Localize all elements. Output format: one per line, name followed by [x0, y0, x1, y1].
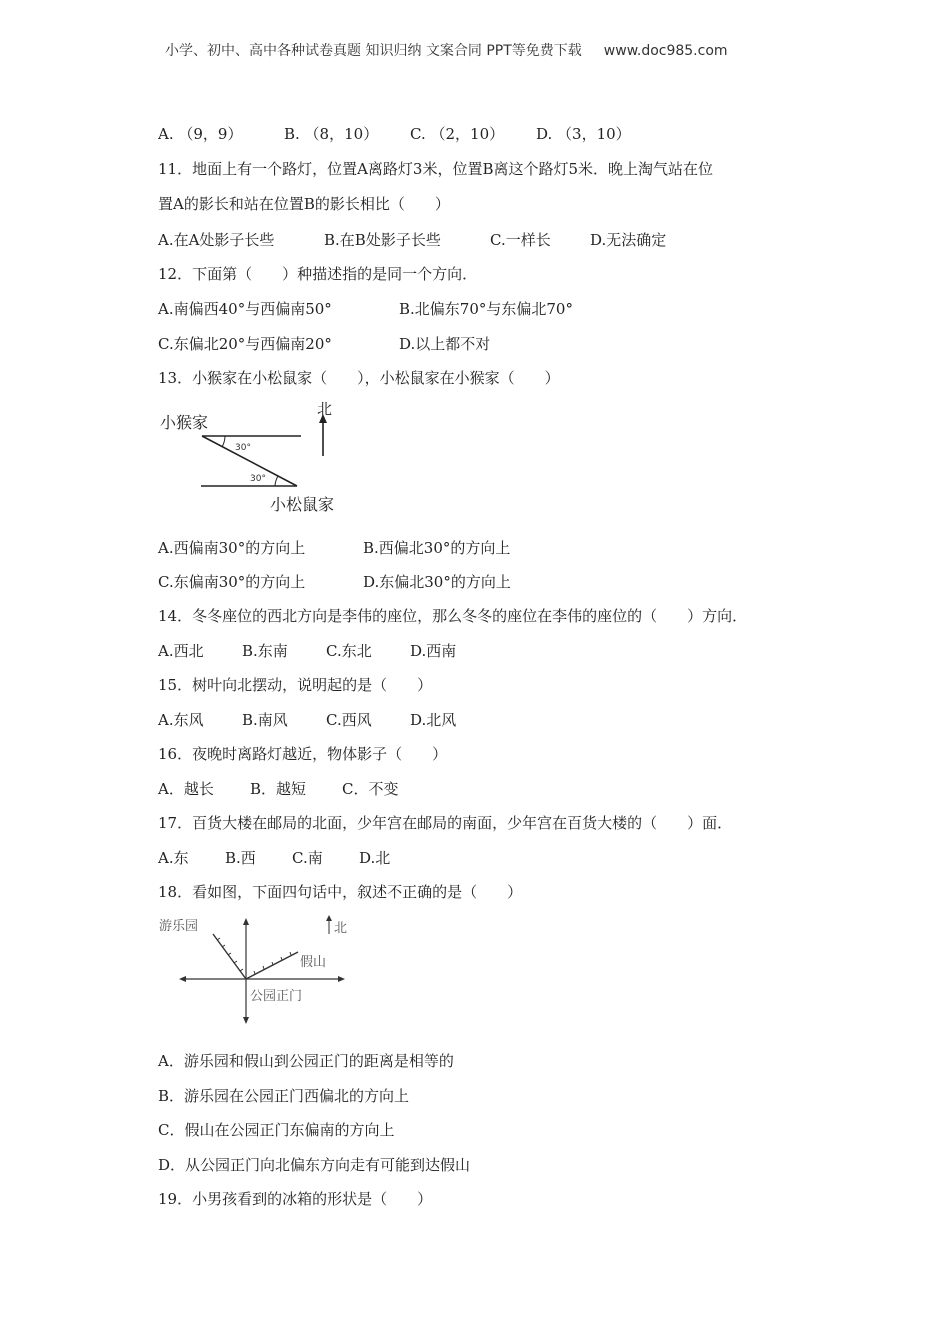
- q18-gate-label: 公园正门: [250, 989, 303, 1004]
- q15-option-a[interactable]: A.东风: [158, 711, 204, 729]
- q13-option-a[interactable]: A.西偏南30°的方向上: [158, 539, 306, 557]
- q12-option-d[interactable]: D.以上都不对: [399, 335, 491, 353]
- q11-option-b[interactable]: B.在B处影子长些: [324, 231, 441, 249]
- q10-option-a[interactable]: A. （9，9）: [158, 125, 243, 143]
- q18-park-label: 游乐园: [159, 919, 199, 934]
- q18-hill-line-ticks: [254, 952, 291, 974]
- page-header: [165, 40, 728, 60]
- q10-options: [158, 124, 631, 144]
- q16-option-a[interactable]: A．越长: [158, 780, 214, 798]
- q15-option-d[interactable]: D.北风: [410, 711, 457, 729]
- q17-options: [158, 848, 390, 868]
- q13-option-c[interactable]: C.东偏南30°的方向上: [158, 573, 306, 591]
- q10-option-c[interactable]: C. （2，10）: [410, 125, 505, 143]
- q18-south-arrowhead-icon: [243, 1017, 249, 1024]
- q18-option-a[interactable]: A．游乐园和假山到公园正门的距离是相等的: [158, 1052, 454, 1070]
- q13-options-row1: [158, 538, 510, 558]
- q13-options-row2: [158, 572, 511, 592]
- q18-east-arrowhead-icon: [338, 976, 345, 982]
- q10-option-d[interactable]: D. （3，10）: [536, 125, 631, 143]
- q17-option-b[interactable]: B.西: [225, 849, 256, 867]
- q17-option-d[interactable]: D.北: [359, 849, 391, 867]
- q11-stem-line2: 置A的影长和站在位置B的影长相比（ ）: [158, 195, 450, 213]
- q18-option-c[interactable]: C．假山在公园正门东偏南的方向上: [158, 1121, 395, 1139]
- q13-option-d[interactable]: D.东偏北30°的方向上: [363, 573, 511, 591]
- q14-option-a[interactable]: A.西北: [158, 642, 204, 660]
- q11-stem-line1: 11．地面上有一个路灯，位置A离路灯3米，位置B离这个路灯5米．晚上淘气站在位: [158, 160, 714, 178]
- q13-direction-figure: [155, 398, 355, 520]
- q18-north-arrowhead-icon: [326, 915, 332, 921]
- q12-options-row2: [158, 334, 490, 354]
- q13-angle-label-bottom: 30°: [250, 474, 266, 484]
- q13-stem: 13．小猴家在小松鼠家（ ），小松鼠家在小猴家（ ）: [158, 369, 560, 387]
- q17-option-a[interactable]: A.东: [158, 849, 189, 867]
- q18-axis-north-arrowhead-icon: [243, 918, 249, 925]
- q18-park-map-figure: [155, 910, 355, 1030]
- q11-option-c[interactable]: C.一样长: [490, 231, 551, 249]
- q12-option-b[interactable]: B.北偏东70°与东偏北70°: [399, 300, 573, 318]
- q14-stem: 14．冬冬座位的西北方向是李伟的座位，那么冬冬的座位在李伟的座位的（ ）方向．: [158, 607, 748, 625]
- q18-option-d[interactable]: D．从公园正门向北偏东方向走有可能到达假山: [158, 1156, 471, 1174]
- q18-north-label: 北: [334, 921, 348, 936]
- q17-option-c[interactable]: C.南: [292, 849, 323, 867]
- q12-stem: 12．下面第（ ）种描述指的是同一个方向．: [158, 265, 478, 283]
- q18-park-line-ticks: [217, 938, 243, 971]
- q15-stem: 15．树叶向北摆动，说明起的是（ ）: [158, 676, 433, 694]
- q16-options: [158, 779, 398, 799]
- q18-west-arrowhead-icon: [179, 976, 186, 982]
- q14-option-d[interactable]: D.西南: [410, 642, 457, 660]
- q10-option-b[interactable]: B. （8，10）: [284, 125, 379, 143]
- q12-option-c[interactable]: C.东偏北20°与西偏南20°: [158, 335, 332, 353]
- q15-option-c[interactable]: C.西风: [326, 711, 372, 729]
- q15-option-b[interactable]: B.南风: [242, 711, 288, 729]
- q12-options-row1: [158, 299, 573, 319]
- q12-option-a[interactable]: A.南偏西40°与西偏南50°: [158, 300, 332, 318]
- q16-stem: 16．夜晚时离路灯越近，物体影子（ ）: [158, 745, 448, 763]
- q18-park-direction-line: [213, 934, 246, 979]
- q18-hill-direction-line: [246, 952, 298, 979]
- q13-option-b[interactable]: B.西偏北30°的方向上: [363, 539, 511, 557]
- q13-north-label: 北: [317, 400, 333, 418]
- q19-stem: 19．小男孩看到的冰箱的形状是（ ）: [158, 1190, 433, 1208]
- q14-options: [158, 641, 456, 661]
- header-text: 小学、初中、高中各种试卷真题 知识归纳 文案合同 PPT等免费下载: [165, 43, 582, 59]
- q13-monkey-home-label: 小猴家: [160, 413, 209, 432]
- q13-angle-label-top: 30°: [235, 443, 251, 453]
- q11-options: [158, 230, 666, 250]
- q11-option-d[interactable]: D.无法确定: [590, 231, 667, 249]
- q14-option-c[interactable]: C.东北: [326, 642, 372, 660]
- q17-stem: 17．百货大楼在邮局的北面，少年宫在邮局的南面，少年宫在百货大楼的（ ）面．: [158, 814, 733, 832]
- q16-option-c[interactable]: C．不变: [342, 780, 399, 798]
- q11-option-a[interactable]: A.在A处影子长些: [158, 231, 275, 249]
- q15-options: [158, 710, 456, 730]
- q18-stem: 18．看如图，下面四句话中，叙述不正确的是（ ）: [158, 883, 523, 901]
- header-url[interactable]: www.doc985.com: [603, 43, 728, 59]
- q14-option-b[interactable]: B.东南: [242, 642, 288, 660]
- q16-option-b[interactable]: B．越短: [250, 780, 307, 798]
- q13-angle-arc-top: [222, 436, 225, 447]
- q13-squirrel-home-label: 小松鼠家: [270, 495, 335, 514]
- q13-angle-arc-bottom: [275, 476, 278, 486]
- q18-hill-label: 假山: [300, 955, 327, 970]
- q18-option-b[interactable]: B．游乐园在公园正门西偏北的方向上: [158, 1087, 410, 1105]
